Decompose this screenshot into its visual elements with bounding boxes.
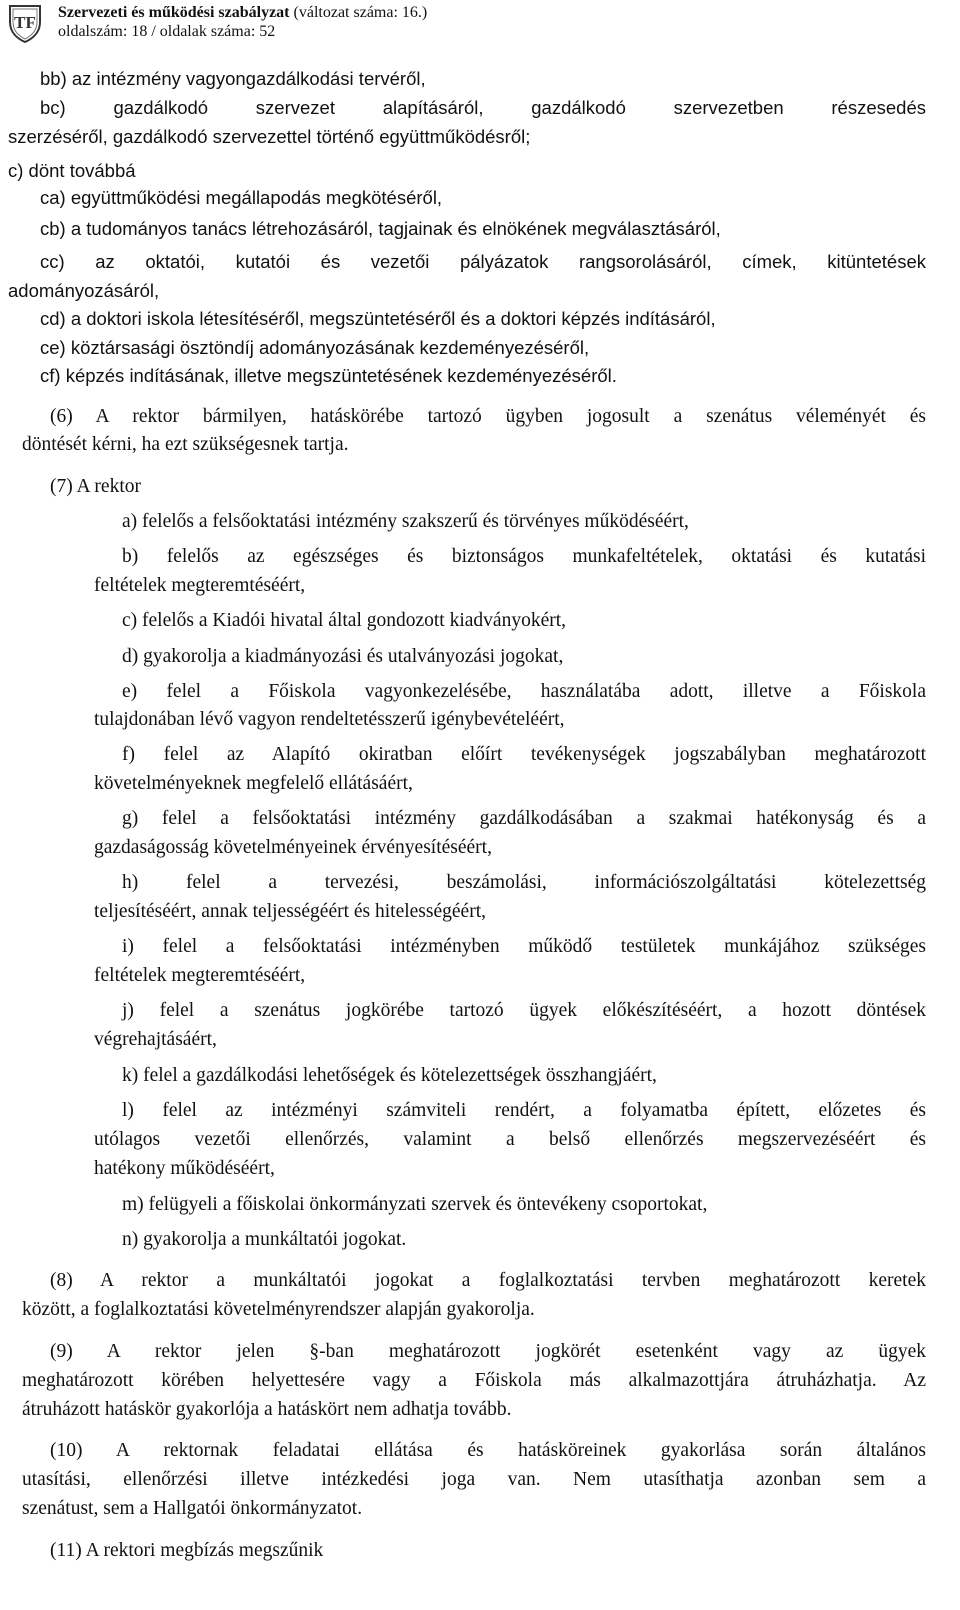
text-line: b) felelős az egészséges és biztonságos munkafeltételek, oktatási és kutatási (122, 546, 926, 567)
text-line: szenátust, sem a Hallgatói önkormányzatot. (22, 1498, 363, 1519)
text-line: j) felel a szenátus jogkörébe tartozó ügyek előkészítéséért, a hozott döntések (122, 1000, 926, 1021)
text-line: k) felel a gazdálkodási lehetőségek és kötelezettségek összhangjáért, (122, 1065, 657, 1086)
text-line: cb) a tudományos tanács létrehozásáról, tagjainak és elnökének megválasztásáról, (40, 218, 721, 239)
text-line: e) felel a Főiskola vagyonkezelésébe, használatába adott, illetve a Főiskola (122, 681, 926, 702)
text-line: cd) a doktori iskola létesítéséről, megszüntetéséről és a doktori képzés indításáról, (40, 308, 716, 329)
text-line: között, a foglalkoztatási követelményrendszer alapján gyakorolja. (22, 1299, 535, 1320)
text-line: utólagos vezetői ellenőrzés, valamint a belső ellenőrzés megszervezéséért és (94, 1129, 926, 1150)
text-line: (11) A rektori megbízás megszűnik (50, 1540, 324, 1561)
text-line: (9) A rektor jelen §-ban meghatározott jogkörét esetenként vagy az ügyek (50, 1341, 926, 1362)
text-line: bc) gazdálkodó szervezet alapításáról, gazdálkodó szervezetben részesedés (40, 97, 926, 118)
text-line: m) felügyeli a főiskolai önkormányzati szervek és öntevékeny csoportokat, (122, 1194, 708, 1215)
text-line: szerzéséről, gazdálkodó szervezettel történő együttműködésről; (8, 126, 531, 147)
document-version: (változat száma: 16.) (289, 4, 428, 21)
text-line: követelményeknek megfelelő ellátásáért, (94, 773, 413, 794)
text-line: (10) A rektornak feladatai ellátása és hatásköreinek gyakorlása során általános (50, 1440, 926, 1461)
text-line: a) felelős a felsőoktatási intézmény szakszerű és törvényes működéséért, (122, 511, 689, 532)
text-line: (6) A rektor bármilyen, hatáskörébe tartozó ügyben jogosult a szenátus véleményét és (50, 406, 926, 427)
text-line: f) felel az Alapító okiratban előírt tevékenységek jogszabályban meghatározott (122, 744, 926, 765)
page-number-info: oldalszám: 18 / oldalak száma: 52 (58, 23, 276, 40)
text-line: h) felel a tervezési, beszámolási, információszolgáltatási kötelezettség (122, 872, 926, 893)
text-line: adományozásáról, (8, 280, 160, 301)
svg-text:TF: TF (14, 13, 36, 32)
text-line: i) felel a felsőoktatási intézményben működő testületek munkájához szükséges (122, 936, 926, 957)
text-line: cc) az oktatói, kutatói és vezetői pályázatok rangsorolásáról, címek, kitüntetések (40, 251, 926, 272)
text-line: teljesítéséért, annak teljességéért és hitelességéért, (94, 901, 486, 922)
text-line: d) gyakorolja a kiadmányozási és utalványozási jogokat, (122, 646, 564, 667)
text-line: (8) A rektor a munkáltatói jogokat a foglalkoztatási tervben meghatározott keretek (50, 1270, 926, 1291)
document-title-bold: Szervezeti és működési szabályzat (58, 4, 290, 21)
institution-logo-icon (4, 2, 46, 44)
text-line: ca) együttműködési megállapodás megkötéséről, (40, 187, 443, 208)
text-line: utasítási, ellenőrzési illetve intézkedési joga van. Nem utasíthatja azonban sem a (22, 1469, 926, 1490)
page-header (0, 0, 960, 46)
text-line: hatékony működéséért, (94, 1158, 275, 1179)
document-title (58, 3, 427, 22)
text-line: c) dönt továbbá (8, 160, 136, 181)
text-line: döntését kérni, ha ezt szükségesnek tartja. (22, 434, 349, 455)
text-line: végrehajtásáért, (94, 1029, 217, 1050)
text-line: feltételek megteremtéséért, (94, 965, 306, 986)
text-line: bb) az intézmény vagyongazdálkodási tervéről, (40, 68, 426, 89)
text-line: feltételek megteremtéséért, (94, 575, 306, 596)
text-line: n) gyakorolja a munkáltatói jogokat. (122, 1229, 407, 1250)
text-line: gazdaságosság követelményeinek érvényesítéséért, (94, 837, 492, 858)
text-line: átruházott hatáskör gyakorlója a hatáskört nem adhatja tovább. (22, 1399, 512, 1420)
text-line: cf) képzés indításának, illetve megszüntetésének kezdeményezéséről. (40, 365, 617, 386)
text-line: ce) köztársasági ösztöndíj adományozásának kezdeményezéséről, (40, 337, 590, 358)
text-line: g) felel a felsőoktatási intézmény gazdálkodásában a szakmai hatékonyság és a (122, 808, 926, 829)
text-line: meghatározott körében helyettesére vagy a Főiskola más alkalmazottjára átruházhatja. Az (22, 1370, 926, 1391)
text-line: c) felelős a Kiadói hivatal által gondozott kiadványokért, (122, 610, 567, 631)
text-line: (7) A rektor (50, 476, 141, 497)
text-line: l) felel az intézményi számviteli rendért, a folyamatba épített, előzetes és (122, 1100, 926, 1121)
text-line: tulajdonában lévő vagyon rendeltetésszerű igénybevételéért, (94, 709, 565, 730)
